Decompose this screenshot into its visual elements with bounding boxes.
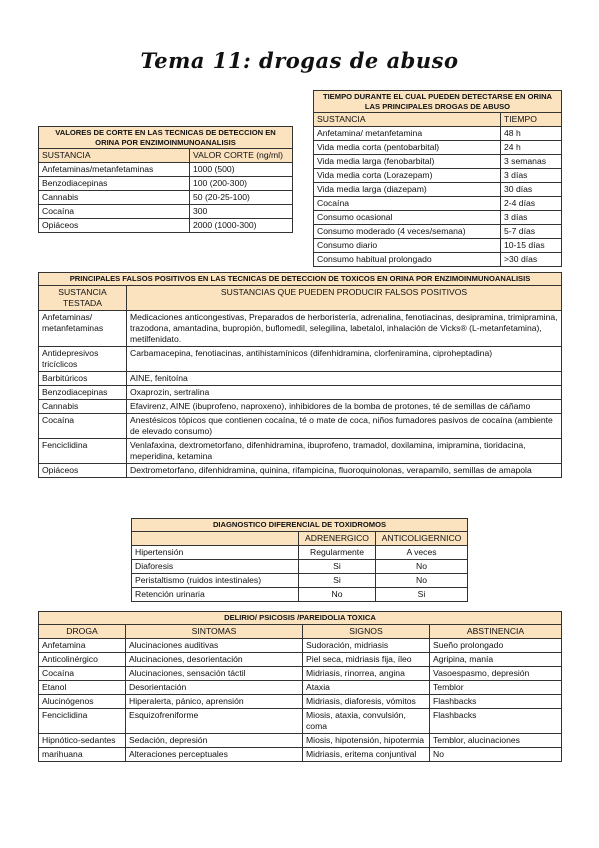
cell: 1000 (500)	[190, 163, 293, 177]
cell: Si	[376, 587, 468, 601]
cutoff-title: VALORES DE CORTE EN LAS TECNICAS DE DETECCION EN ORINA POR ENZIMOINMUNOANALISIS	[39, 127, 293, 149]
cell: Retención urinaria	[132, 587, 299, 601]
delirium-title: DELIRIO/ PSICOSIS /PAREIDOLIA TOXICA	[39, 612, 562, 625]
cell: 10-15 días	[501, 239, 562, 253]
table-row	[39, 399, 562, 413]
toxidromes-header	[132, 531, 299, 545]
cell: Dextrometorfano, difenhidramina, quinina, rifampicina, fluoroquinolonas, verapamilo, semillas de amapola	[127, 463, 562, 477]
table-row	[314, 127, 562, 141]
cell: Flashbacks	[430, 708, 562, 733]
cell: Regularmente	[299, 545, 376, 559]
cell: Anfetaminas/metanfetaminas	[39, 163, 190, 177]
cell: No	[299, 587, 376, 601]
cell: Temblor	[430, 680, 562, 694]
table-row	[39, 438, 562, 463]
table-row	[132, 545, 468, 559]
cell: Miosis, hipotensión, hipotermia	[303, 733, 430, 747]
cell: Vida media larga (diazepam)	[314, 183, 501, 197]
cell: Midriasis, rinorrea, angina	[303, 666, 430, 680]
table-row	[39, 413, 562, 438]
cell: 24 h	[501, 141, 562, 155]
cell: A veces	[376, 545, 468, 559]
cell: Venlafaxina, dextrometorfano, difenhidramina, ibuprofeno, tramadol, doxilamina, imipramina, tioridacina, meperidina, ketamina	[127, 438, 562, 463]
cell: Fenciclidina	[39, 708, 126, 733]
cell: Alucinógenos	[39, 694, 126, 708]
table-row	[314, 197, 562, 211]
cell: Consumo moderado (4 veces/semana)	[314, 225, 501, 239]
cell: Medicaciones anticongestivas, Preparados de herboristería, adrenalina, fenotiacinas, desipramina, trimipramina, trazodona, amantadina, bupropión, buflomedil, selegilina, labetalol, inhalación de Vicks® (L-metanfetamina), metilfenidato.	[127, 310, 562, 346]
cell: Alteraciones perceptuales	[126, 747, 303, 761]
cell: 3 días	[501, 211, 562, 225]
delirium-header: SIGNOS	[303, 624, 430, 638]
cell: Fenciclidina	[39, 438, 127, 463]
cell: Carbamacepina, fenotiacinas, antihistamínicos (difenhidramina, clorfeniramina, ciproheptadina)	[127, 346, 562, 371]
table-row	[39, 371, 562, 385]
cell: Si	[299, 573, 376, 587]
table-row	[314, 253, 562, 267]
cell: Cocaína	[39, 205, 190, 219]
table-row	[39, 463, 562, 477]
cell: Consumo habitual prolongado	[314, 253, 501, 267]
cell: Vida media corta (pentobarbital)	[314, 141, 501, 155]
cell: Cannabis	[39, 399, 127, 413]
cell: No	[430, 747, 562, 761]
table-row	[314, 183, 562, 197]
cutoff-header: VALOR CORTE (ng/ml)	[190, 149, 293, 163]
table-row	[39, 652, 562, 666]
cell: Miosis, ataxia, convulsión, coma	[303, 708, 430, 733]
cell: Ataxia	[303, 680, 430, 694]
cell: Opiáceos	[39, 219, 190, 233]
table-row	[314, 211, 562, 225]
cutoff-table	[38, 126, 293, 233]
cell: AINE, fenitoína	[127, 371, 562, 385]
table-row	[132, 573, 468, 587]
toxidromes-table	[131, 518, 468, 602]
table-row	[39, 346, 562, 371]
cell: Consumo diario	[314, 239, 501, 253]
cell: Desorientación	[126, 680, 303, 694]
table-row	[132, 587, 468, 601]
cell: 300	[190, 205, 293, 219]
cell: Anestésicos tópicos que contienen cocaína, té o mate de coca, niños fumadores pasivos de cocaína (ambiente de elevado consumo)	[127, 413, 562, 438]
cell: No	[376, 559, 468, 573]
detection-title: TIEMPO DURANTE EL CUAL PUEDEN DETECTARSE EN ORINA LAS PRINCIPALES DROGAS DE ABUSO	[314, 91, 562, 113]
cell: 5-7 días	[501, 225, 562, 239]
cell: Vida media larga (fenobarbital)	[314, 155, 501, 169]
cell: Barbitúricos	[39, 371, 127, 385]
cell: Etanol	[39, 680, 126, 694]
cell: Hiperalerta, pánico, aprensión	[126, 694, 303, 708]
table-row	[314, 155, 562, 169]
cell: 3 semanas	[501, 155, 562, 169]
table-row	[39, 177, 293, 191]
cell: Hipnótico-sedantes	[39, 733, 126, 747]
toxidromes-title: DIAGNOSTICO DIFERENCIAL DE TOXIDROMOS	[132, 519, 468, 532]
cell: 100 (200-300)	[190, 177, 293, 191]
cell: Alucinaciones auditivas	[126, 638, 303, 652]
cell: Anfetamina	[39, 638, 126, 652]
cell: 2-4 días	[501, 197, 562, 211]
delirium-header: DROGA	[39, 624, 126, 638]
cell: Flashbacks	[430, 694, 562, 708]
cell: Si	[299, 559, 376, 573]
cell: >30 días	[501, 253, 562, 267]
table-row	[39, 205, 293, 219]
table-row	[39, 708, 562, 733]
cell: Diaforesis	[132, 559, 299, 573]
cell: Efavirenz, AINE (ibuprofeno, naproxeno), inhibidores de la bomba de protones, té de semillas de cáñamo	[127, 399, 562, 413]
cell: Cocaína	[39, 666, 126, 680]
cell: Hipertensión	[132, 545, 299, 559]
table-row	[132, 559, 468, 573]
delirium-header: SINTOMAS	[126, 624, 303, 638]
cell: Alucinaciones, desorientación	[126, 652, 303, 666]
cell: Anfetaminas/ metanfetaminas	[39, 310, 127, 346]
cell: Peristaltismo (ruidos intestinales)	[132, 573, 299, 587]
cell: 3 días	[501, 169, 562, 183]
cell: Anticolinérgico	[39, 652, 126, 666]
cell: Opiáceos	[39, 463, 127, 477]
false-positives-table	[38, 272, 562, 478]
cell: 48 h	[501, 127, 562, 141]
toxidromes-header: ANTICOLIGERNICO	[376, 531, 468, 545]
table-row	[314, 239, 562, 253]
table-row	[39, 666, 562, 680]
cell: No	[376, 573, 468, 587]
table-row	[39, 680, 562, 694]
toxidromes-header: ADRENERGICO	[299, 531, 376, 545]
cell: 50 (20-25-100)	[190, 191, 293, 205]
cell: Oxaprozin, sertralina	[127, 385, 562, 399]
table-row	[39, 191, 293, 205]
cell: Agripina, manía	[430, 652, 562, 666]
detection-header: TIEMPO	[501, 113, 562, 127]
cell: Benzodiacepinas	[39, 177, 190, 191]
cell: Antidepresivos tricíclicos	[39, 346, 127, 371]
false-positives-title: PRINCIPALES FALSOS POSITIVOS EN LAS TECNICAS DE DETECCION DE TOXICOS EN ORINA POR ENZIMOINMUNOANALISIS	[39, 273, 562, 286]
table-row	[39, 733, 562, 747]
fp-header: SUSTANCIA TESTADA	[39, 285, 127, 310]
table-row	[39, 385, 562, 399]
cell: Vasoespasmo, depresión	[430, 666, 562, 680]
cell: Alucinaciones, sensación táctil	[126, 666, 303, 680]
cell: Piel seca, midriasis fija, íleo	[303, 652, 430, 666]
table-row	[39, 638, 562, 652]
detection-header: SUSTANCIA	[314, 113, 501, 127]
cell: Sueño prolongado	[430, 638, 562, 652]
detection-time-table	[313, 90, 562, 267]
cell: Temblor, alucinaciones	[430, 733, 562, 747]
cell: Consumo ocasional	[314, 211, 501, 225]
cell: Cannabis	[39, 191, 190, 205]
cell: marihuana	[39, 747, 126, 761]
cell: Benzodiacepinas	[39, 385, 127, 399]
cell: Esquizofreniforme	[126, 708, 303, 733]
cell: Vida media corta (Lorazepam)	[314, 169, 501, 183]
cell: 2000 (1000-300)	[190, 219, 293, 233]
cell: Anfetamina/ metanfetamina	[314, 127, 501, 141]
table-row	[39, 163, 293, 177]
table-row	[39, 747, 562, 761]
table-row	[39, 310, 562, 346]
fp-header: SUSTANCIAS QUE PUEDEN PRODUCIR FALSOS POSITIVOS	[127, 285, 562, 310]
page-title: Tema 11: drogas de abuso	[140, 48, 459, 73]
cutoff-header: SUSTANCIA	[39, 149, 190, 163]
cell: 30 días	[501, 183, 562, 197]
table-row	[314, 141, 562, 155]
table-row	[39, 694, 562, 708]
delirium-header: ABSTINENCIA	[430, 624, 562, 638]
delirium-table	[38, 611, 562, 762]
cell: Sudoración, midriasis	[303, 638, 430, 652]
cell: Cocaína	[314, 197, 501, 211]
cell: Sedación, depresión	[126, 733, 303, 747]
cell: Midriasis, diaforesis, vómitos	[303, 694, 430, 708]
table-row	[314, 225, 562, 239]
cell: Midriasis, eritema conjuntival	[303, 747, 430, 761]
table-row	[39, 219, 293, 233]
cell: Cocaína	[39, 413, 127, 438]
table-row	[314, 169, 562, 183]
